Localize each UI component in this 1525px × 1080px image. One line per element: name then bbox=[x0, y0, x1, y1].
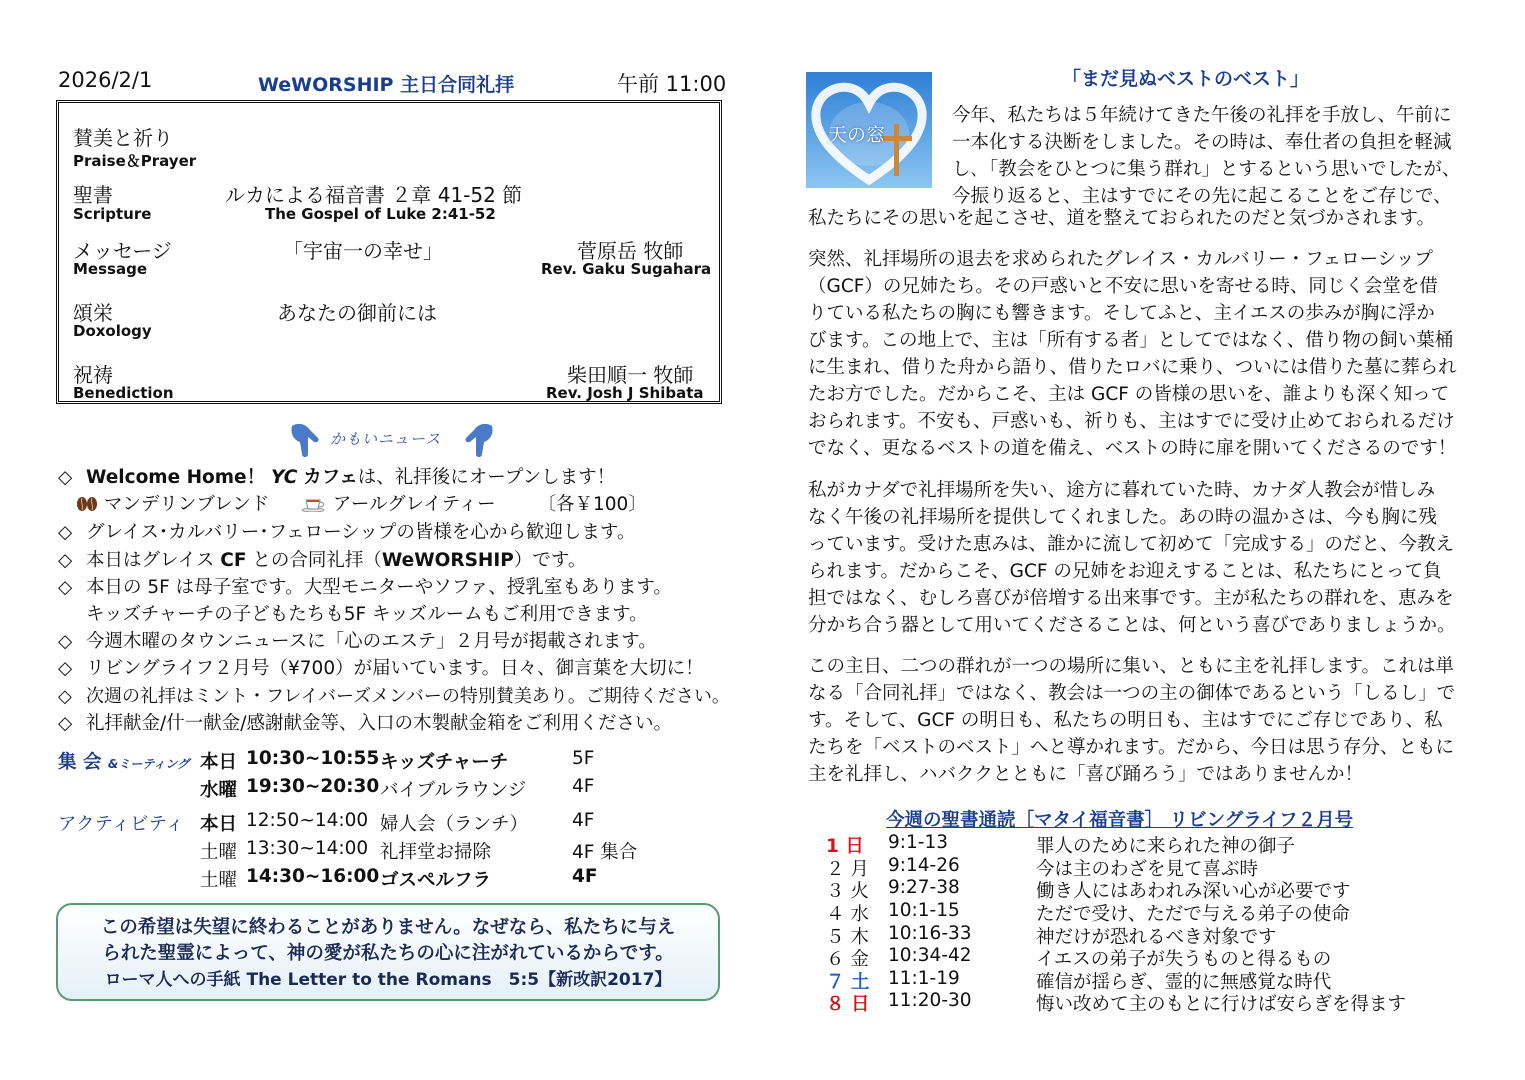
order-item-jp: 聖書 bbox=[73, 183, 113, 207]
order-of-service-box bbox=[56, 100, 722, 404]
essay-line: 今年、私たちは５年続けてきた午後の礼拝を手放し、午前に bbox=[952, 105, 1452, 126]
reading-text: 悔い改めて主のもとに行けば安らぎを得ます bbox=[1036, 994, 1407, 1015]
meetings-category bbox=[58, 748, 189, 774]
news-item bbox=[58, 682, 730, 708]
verse-reference: ローマ人への手紙 The Letter to the Romans 5:5【新改訳2017】 bbox=[104, 970, 672, 990]
order-item-jp: 祝祷 bbox=[73, 363, 113, 387]
news-text: 今週木曜のタウンニュースに「心のエステ」２月号が掲載されます。 bbox=[86, 631, 657, 652]
meeting-place: 4F bbox=[572, 810, 595, 831]
order-item-en: Benediction bbox=[73, 384, 174, 402]
news-item-continued: キッズチャーチの子どもたちも5F キッズルームもご利用できます。 bbox=[86, 604, 648, 625]
verse-line: この希望は失望に終わることがありません。なぜなら、私たちに与え bbox=[100, 917, 676, 938]
news-item bbox=[58, 654, 704, 680]
meeting-place: 4F bbox=[572, 776, 595, 797]
reading-date: ６ 金 bbox=[826, 949, 869, 970]
news-cf: CF bbox=[220, 550, 247, 571]
news-weworship: WeWORSHIP bbox=[381, 550, 514, 571]
reading-text: 確信が揺らぎ、霊的に無感覚な時代 bbox=[1036, 972, 1332, 993]
essay-line: でなく、更なるベストの道を備え、ベストの時に扉を開いてくださるのです！ bbox=[808, 438, 1457, 459]
coffee-bean-icon bbox=[76, 496, 98, 512]
meeting-name: キッズチャーチ bbox=[380, 752, 509, 773]
meeting-time: 13:30~14:00 bbox=[246, 838, 369, 859]
meeting-day: 土曜 bbox=[200, 842, 238, 863]
reading-text: 罪人のために来られた神の御子 bbox=[1036, 836, 1296, 857]
pointing-hand-icon bbox=[462, 420, 496, 460]
news-text: との合同礼拝（ bbox=[252, 550, 382, 571]
diamond-bullet-icon: ◇ bbox=[58, 631, 73, 652]
diamond-bullet-icon: ◇ bbox=[58, 550, 73, 571]
order-item-person-en: Rev. Gaku Sugahara bbox=[541, 260, 712, 278]
essay-line: っています。受けた恵みは、誰かに流して初めて「完成する」のだと、今教え bbox=[808, 534, 1455, 555]
essay-line: 主を礼拝し、ハバククとともに「喜び踊ろう」ではありませんか！ bbox=[808, 764, 1364, 785]
essay-line: この主日、二つの群れが一つの場所に集い、ともに主を礼拝します。これは単 bbox=[808, 656, 1455, 677]
meeting-name: ゴスペルフラ bbox=[380, 870, 492, 891]
essay-line: 突然、礼拝場所の退去を求められたグレイス・カルバリー・フェローシップ bbox=[808, 249, 1433, 270]
heavens-window-image bbox=[806, 72, 932, 188]
meetings-category-label: 集 会 bbox=[58, 752, 102, 773]
news-cafe: カフェ bbox=[303, 467, 358, 488]
order-item-en: Praise＆Prayer bbox=[73, 152, 197, 170]
order-item-detail: ルカによる福音書 ２章 41-52 節 bbox=[225, 183, 523, 207]
diamond-bullet-icon: ◇ bbox=[58, 467, 73, 488]
reading-ref: 11:20-30 bbox=[888, 990, 972, 1011]
essay-line: に生まれ、借りた舟から語り、借りたロバに乗り、ついには借りた墓に葬られ bbox=[808, 357, 1457, 378]
reading-date: 1 日 bbox=[826, 836, 864, 857]
scripture-verse-box bbox=[56, 903, 720, 1001]
verse-line: られた聖霊によって、神の愛が私たちの心に注がれているからです。 bbox=[102, 943, 674, 964]
news-text: リビングライフ２月号（¥700）が届いています。日々、御言葉を大切に！ bbox=[86, 658, 704, 679]
essay-line: し､「教会をひとつに集う群れ」とするという思いでしたが、 bbox=[952, 159, 1461, 180]
reading-date: ２ 月 bbox=[826, 859, 869, 880]
service-time: 午前 11:00 bbox=[617, 72, 727, 96]
essay-line: す。そして、GCF の明日も、私たちの明日も、主はすでにご存じであり、私 bbox=[808, 710, 1443, 731]
news-text: ）です。 bbox=[513, 550, 587, 571]
reading-text: 働き人にはあわれみ深い心が必要です bbox=[1036, 881, 1351, 902]
news-item bbox=[58, 573, 672, 599]
order-item-detail: あなたの御前には bbox=[277, 301, 437, 325]
reading-ref: 9:14-26 bbox=[888, 855, 960, 876]
news-item bbox=[58, 463, 615, 489]
reading-ref: 9:27-38 bbox=[888, 877, 960, 898]
bulletin-date: 2026/2/1 bbox=[58, 68, 153, 92]
essay-title: 「まだ見ぬベストのベスト」 bbox=[1062, 68, 1310, 90]
meeting-name: バイブルラウンジ bbox=[380, 780, 527, 801]
meeting-time: 10:30~10:55 bbox=[246, 748, 380, 769]
news-item bbox=[58, 546, 586, 572]
essay-line: たちを「ベストのベスト」へと導かれます。だから、今日は思う存分、ともに bbox=[808, 737, 1455, 758]
news-item bbox=[58, 518, 635, 544]
order-item-jp: 頌栄 bbox=[73, 301, 113, 325]
news-item bbox=[58, 627, 657, 653]
order-item-en: Scripture bbox=[73, 205, 152, 223]
diamond-bullet-icon: ◇ bbox=[58, 577, 73, 598]
news-item bbox=[58, 709, 672, 735]
service-title: WeWORSHIP 主日合同礼拝 bbox=[258, 74, 515, 96]
reading-text: 今は主のわざを見て喜ぶ時 bbox=[1036, 859, 1259, 880]
order-item-person: 柴田順一 牧師 bbox=[567, 363, 694, 387]
reading-text: 神だけが恐れるべき対象です bbox=[1036, 927, 1277, 948]
news-yc: YC bbox=[270, 467, 298, 488]
meeting-time: 14:30~16:00 bbox=[246, 866, 380, 887]
meeting-name: 婦人会（ランチ） bbox=[380, 814, 529, 835]
order-item-jp: 賛美と祈り bbox=[73, 126, 173, 150]
news-heading-text: かもいニュース bbox=[330, 430, 442, 448]
meeting-time: 12:50~14:00 bbox=[246, 810, 369, 831]
essay-line: りている私たちの胸にも響きます。そしてふと、主イエスの歩みが胸に浮か bbox=[808, 303, 1435, 324]
window-label: 天の窓 bbox=[828, 124, 886, 146]
diamond-bullet-icon: ◇ bbox=[58, 658, 73, 679]
reading-date: ５ 木 bbox=[826, 927, 869, 948]
meeting-place: 5F bbox=[572, 748, 595, 769]
pointing-hand-icon bbox=[288, 420, 322, 460]
essay-line: なく午後の礼拝場所を提供してくれました。あの時の温かさは、今も胸に残 bbox=[808, 507, 1438, 528]
essay-line: びます。この地上で、主は「所有する者」としてではなく、借り物の飼い葉桶 bbox=[808, 330, 1454, 351]
reading-plan-title: 今週の聖書通読［マタイ福音書］ リビングライフ２月号 bbox=[886, 810, 1354, 831]
essay-line: 一本化する決断をしました。その時は、奉仕者の負担を軽減 bbox=[952, 132, 1452, 153]
activities-category: アクティビティ bbox=[58, 814, 184, 835]
essay-line: おられます。不安も、戸惑いも、祈りも、主はすでに受け止めておられるだけ bbox=[808, 411, 1455, 432]
order-item-detail: 「宇宙一の幸せ」 bbox=[283, 239, 443, 263]
meeting-day: 本日 bbox=[200, 752, 238, 773]
diamond-bullet-icon: ◇ bbox=[58, 713, 73, 734]
reading-text: ただで受け、ただで与える弟子の使命 bbox=[1036, 904, 1350, 925]
order-item-detail-en: The Gospel of Luke 2:41-52 bbox=[265, 205, 496, 223]
meeting-name: 礼拝堂お掃除 bbox=[380, 842, 492, 863]
reading-text: イエスの弟子が失うものと得るもの bbox=[1036, 949, 1332, 970]
order-item-person-en: Rev. Josh J Shibata bbox=[546, 384, 704, 402]
order-item-en: Doxology bbox=[73, 322, 152, 340]
reading-ref: 9:1-13 bbox=[888, 832, 948, 853]
tea-name: アールグレイティー bbox=[332, 494, 496, 515]
tea-cup-icon bbox=[301, 496, 327, 512]
meeting-place: 4F 集合 bbox=[572, 842, 638, 863]
meetings-category-sub: &ミーティング bbox=[107, 757, 190, 771]
essay-line: られます。だからこそ、GCF の兄姉をお迎えすることは、私たちにとって負 bbox=[808, 561, 1442, 582]
essay-line: たお方でした。だからこそ、主は GCF の皆様の思いを、誰よりも深く知って bbox=[808, 384, 1450, 405]
reading-ref: 10:1-15 bbox=[888, 900, 960, 921]
news-text: 次週の礼拝はミント・フレイバーズメンバーの特別賛美あり。ご期待ください。 bbox=[86, 686, 730, 707]
order-item-jp: メッセージ bbox=[73, 239, 172, 263]
meeting-place: 4F bbox=[572, 866, 598, 887]
essay-line: 担ではなく、むしろ喜びが倍増する出来事です。主が私たちの群れを、恵みを bbox=[808, 588, 1454, 609]
diamond-bullet-icon: ◇ bbox=[58, 686, 72, 707]
essay-line: 私がカナダで礼拝場所を失い、途方に暮れていた時、カナダ人教会が惜しみ bbox=[808, 480, 1436, 501]
order-item-person: 菅原岳 牧師 bbox=[577, 239, 684, 263]
meeting-day: 水曜 bbox=[200, 780, 238, 801]
reading-date: ４ 水 bbox=[826, 904, 869, 925]
news-cafe-text: は、礼拝後にオープンします！ bbox=[357, 467, 616, 488]
news-text: 礼拝献金/什一献金/感謝献金等、入口の木製献金箱をご利用ください。 bbox=[86, 713, 672, 734]
essay-line: なる「合同礼拝」ではなく、教会は一つの主の御体であるという「しるし」で bbox=[808, 683, 1456, 704]
news-text: グレイス･カルバリー･フェローシップの皆様を心から歓迎します。 bbox=[86, 522, 636, 543]
essay-line: 今振り返ると、主はすでにその先に起こることをご存じで、 bbox=[952, 186, 1452, 207]
reading-date: ８ 日 bbox=[826, 994, 870, 1015]
drink-price: 〔各￥100〕 bbox=[537, 494, 647, 515]
news-heading bbox=[288, 418, 498, 462]
reading-ref: 11:1-19 bbox=[888, 968, 960, 989]
order-item-en: Message bbox=[73, 260, 147, 278]
reading-ref: 10:16-33 bbox=[888, 923, 972, 944]
reading-date: ３ 火 bbox=[826, 881, 869, 902]
diamond-bullet-icon: ◇ bbox=[58, 522, 73, 543]
meeting-day: 本日 bbox=[200, 814, 238, 835]
essay-line: 分かち合う器として用いてくださることは、何という喜びでありましょうか。 bbox=[808, 615, 1456, 636]
news-text: 本日の 5F は母子室です。大型モニターやソファ、授乳室もあります。 bbox=[86, 577, 672, 598]
meeting-day: 土曜 bbox=[200, 870, 238, 891]
news-welcome: Welcome Home！ bbox=[86, 467, 266, 488]
coffee-name: マンデリンブレンド bbox=[103, 494, 270, 515]
essay-line: （GCF）の兄姉たち。その戸惑いと不安に思いを寄せる時、同じく会堂を借 bbox=[808, 276, 1438, 297]
news-text: 本日はグレイス bbox=[86, 550, 215, 571]
reading-date: ７ 土 bbox=[826, 972, 870, 993]
meeting-time: 19:30~20:30 bbox=[246, 776, 380, 797]
reading-ref: 10:34-42 bbox=[888, 945, 972, 966]
essay-line: 私たちにその思いを起こさせ、道を整えておられたのだと気づかされます。 bbox=[808, 208, 1435, 229]
cafe-menu bbox=[76, 490, 647, 516]
